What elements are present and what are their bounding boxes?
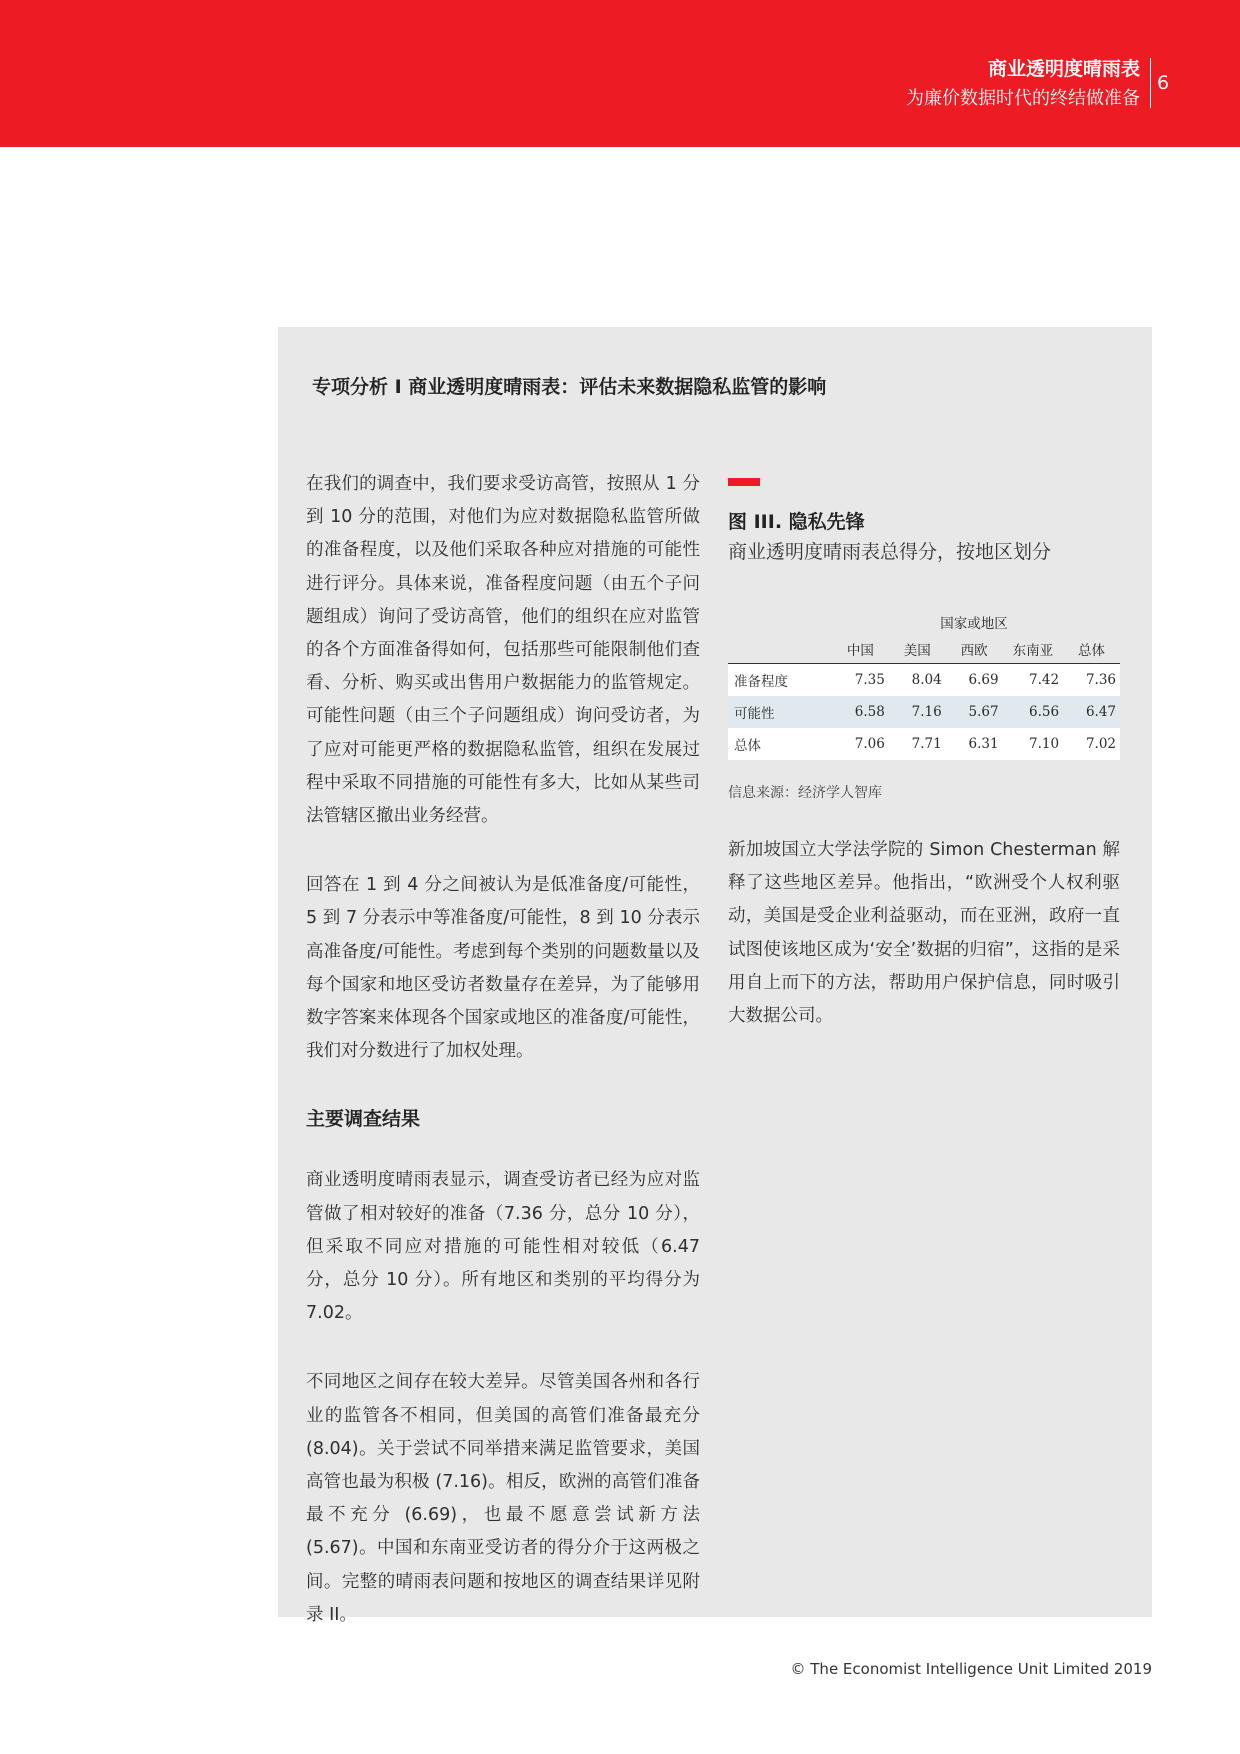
- table-cell: 6.31: [968, 736, 999, 752]
- left-column: [306, 468, 700, 1668]
- table-cell: 7.42: [1029, 672, 1060, 688]
- body-paragraph-right: 新加坡国立大学法学院的 Simon Chesterman 解释了这些地区差异。他指出，“欧洲受个人权利驱动，美国是受企业利益驱动，而在亚洲，政府一直试图使该地区成为‘安全’数据的归宿”，这指的是采用自上而下的方法，帮助用户保护信息，同时吸引大数据公司。: [728, 840, 1120, 1027]
- table-cell: 7.35: [854, 672, 885, 688]
- table-cell: 6.69: [968, 672, 999, 688]
- body-paragraph-3: 商业透明度晴雨表显示，调查受访者已经为应对监管做了相对较好的准备（7.36 分，总分 10 分），但采取不同应对措施的可能性相对较低（6.47 分，总分 10 分）。所有地区和类别的平均得分为 7.02。: [306, 1170, 700, 1324]
- report-title: 商业透明度晴雨表: [987, 58, 1140, 80]
- figure-subtitle: 商业透明度晴雨表总得分，按地区划分: [728, 541, 1052, 563]
- column-header-us: 美国: [889, 635, 946, 664]
- body-paragraph-1: 在我们的调查中，我们要求受访高管，按照从 1 分到 10 分的范围，对他们为应对数据隐私监管所做的准备程度，以及他们采取各种应对措施的可能性进行评分。具体来说，准备程度问题（由五个子问题组成）询问了受访高管，他们的组织在应对监管的各个方面准备得如何，包括那些可能限制他们查看、分析、购买或出售用户数据能力的监管规定。可能性问题（由三个子问题组成）询问受访者，为了应对可能更严格的数据隐私监管，组织在发展过程中采取不同措施的可能性有多大，比如从某些司法管辖区撤出业务经营。: [306, 474, 700, 827]
- column-header-southeast-asia: 东南亚: [1003, 635, 1064, 664]
- column-header-overall: 总体: [1063, 635, 1120, 664]
- row-label: 准备程度: [734, 674, 788, 690]
- figure-source: 信息来源：经济学人智库: [728, 785, 882, 801]
- row-label: 可能性: [734, 706, 775, 722]
- figure-table: [728, 609, 1120, 760]
- report-subtitle: 为廉价数据时代的终结做准备: [906, 88, 1140, 109]
- table-cell: 7.10: [1029, 736, 1060, 752]
- body-paragraph-2: 回答在 1 到 4 分之间被认为是低准备度/可能性，5 到 7 分表示中等准备度/可能性，8 到 10 分表示高准备度/可能性。考虑到每个类别的问题数量以及每个国家和地区受访者数量存在差异，为了能够用数字答案来体现各个国家或地区的准备度/可能性，我们对分数进行了加权处理。: [306, 875, 700, 1062]
- table-cell: 7.02: [1085, 736, 1116, 752]
- table-cell: 7.06: [854, 736, 885, 752]
- table-cell: 6.58: [854, 704, 885, 720]
- table-cell: 8.04: [911, 672, 942, 688]
- panel-heading: 专项分析 I 商业透明度晴雨表：评估未来数据隐私监管的影响: [312, 376, 827, 398]
- right-column: [728, 478, 1120, 1051]
- table-corner-cell: [728, 635, 832, 664]
- body-paragraph-4: 不同地区之间存在较大差异。尽管美国各州和各行业的监管各不相同，但美国的高管们准备最充分(8.04)。关于尝试不同举措来满足监管要求，美国高管也最为积极 (7.16)。相反，欧洲的高管们准备最不充分 (6.69)，也最不愿意尝试新方法 (5.67)。中国和东南亚受访者的得分介于这两极之间。完整的晴雨表问题和按地区的调查结果详见附录 II。: [306, 1372, 700, 1625]
- header-divider: [1150, 58, 1151, 108]
- table-cell: 7.36: [1085, 672, 1116, 688]
- page-number: 6: [1157, 72, 1170, 94]
- row-label: 总体: [734, 738, 761, 754]
- table-row: [728, 728, 1120, 760]
- figure-title: 图 III. 隐私先锋: [728, 511, 865, 533]
- table-cell: 7.71: [911, 736, 942, 752]
- copyright-footer: © The Economist Intelligence Unit Limited 2019: [790, 1660, 1152, 1678]
- table-cell: 7.16: [911, 704, 942, 720]
- section-heading-key-findings: 主要调查结果: [306, 1108, 421, 1131]
- table-group-header: 国家或地区: [940, 616, 1008, 632]
- figure-accent-bar: [728, 478, 760, 486]
- table-cell: 6.47: [1085, 704, 1116, 720]
- table-row: [728, 664, 1120, 697]
- table-row: [728, 696, 1120, 728]
- table-cell: 6.56: [1029, 704, 1060, 720]
- table-cell: 5.67: [968, 704, 999, 720]
- column-header-western-europe: 西欧: [946, 635, 1003, 664]
- column-header-china: 中国: [832, 635, 889, 664]
